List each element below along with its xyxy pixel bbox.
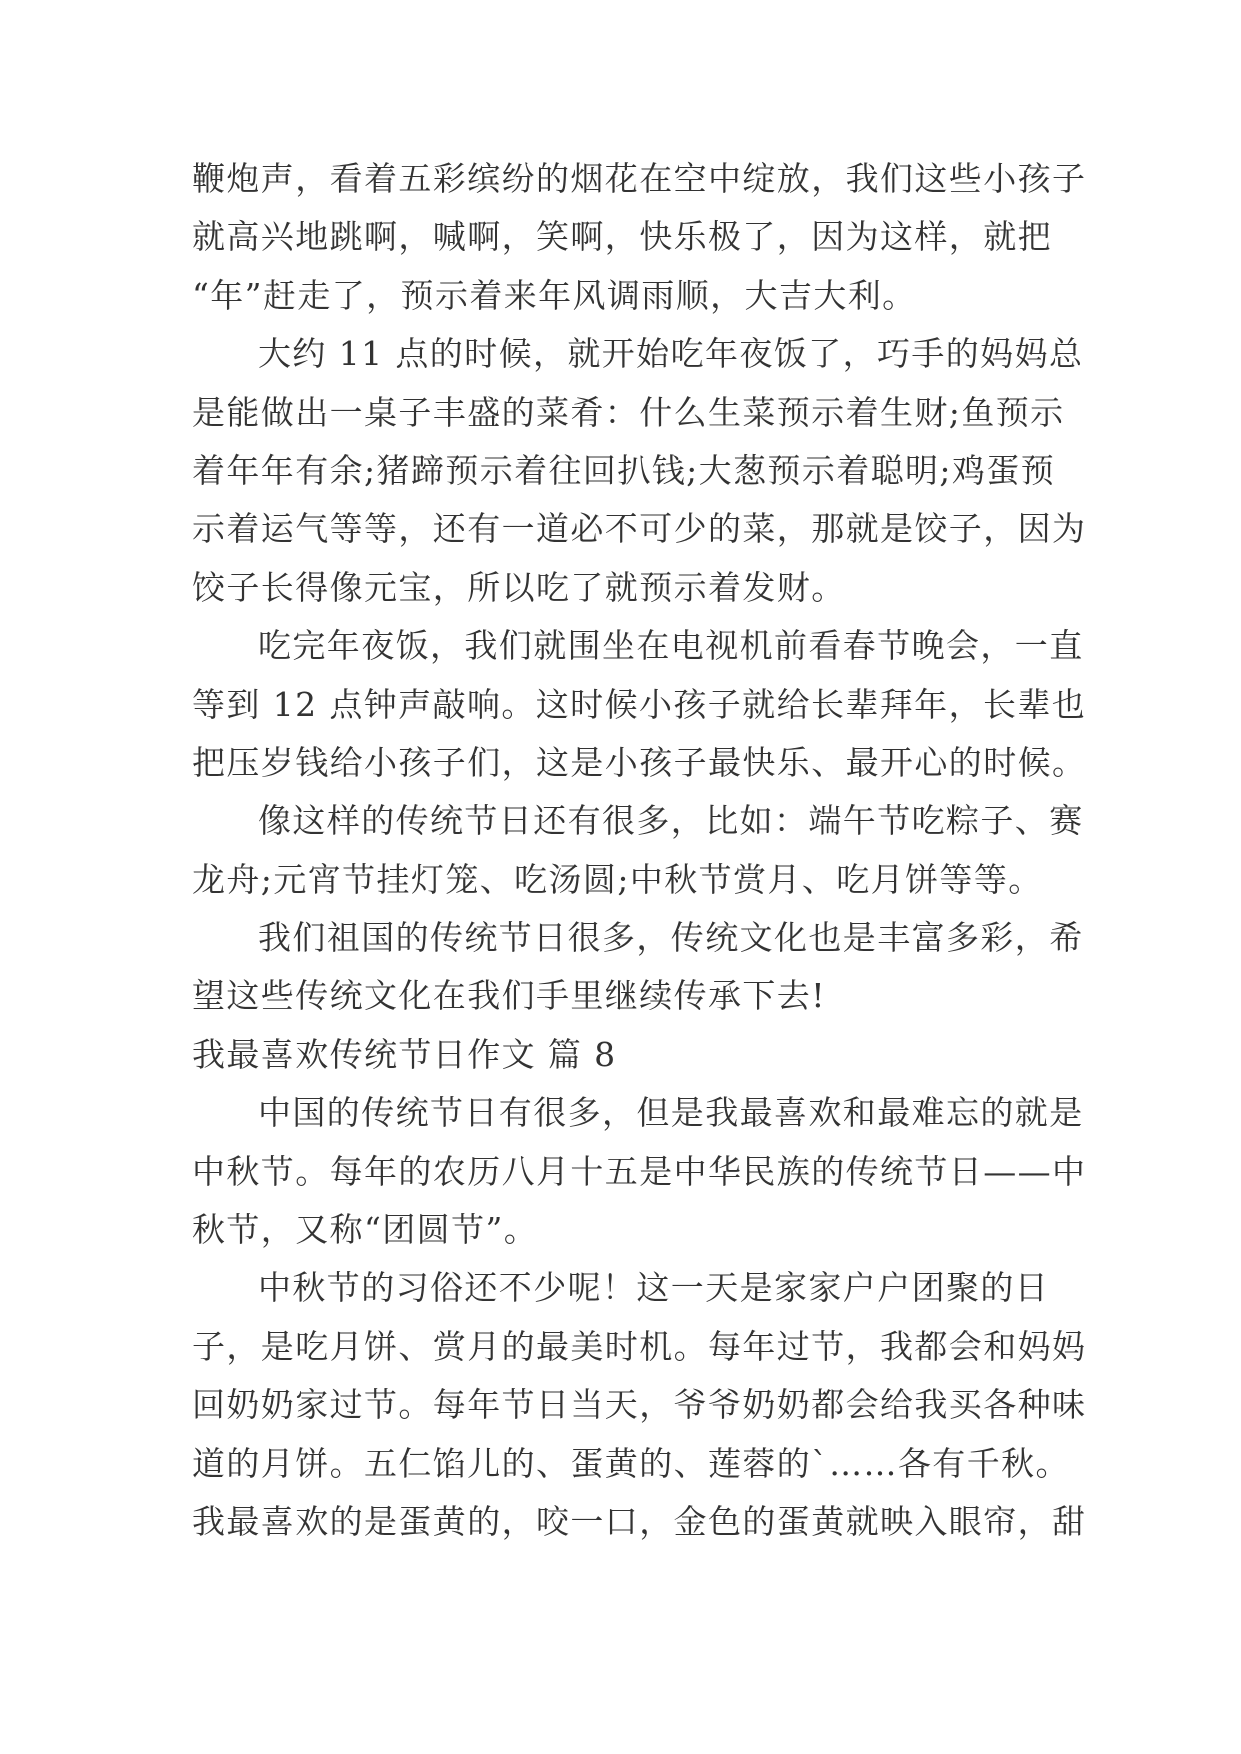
text-line: 中秋节。每年的农历八月十五是中华民族的传统节日——中 <box>192 1151 1087 1191</box>
section-heading: 我最喜欢传统节日作文 篇 8 <box>192 1034 617 1074</box>
paragraph-first-line: 中秋节的习俗还不少呢！这一天是家家户户团聚的日 <box>258 1268 1050 1308</box>
text-line: 等到 12 点钟声敲响。这时候小孩子就给长辈拜年，长辈也 <box>192 684 1087 724</box>
text-line: 把压岁钱给小孩子们，这是小孩子最快乐、最开心的时候。 <box>192 742 1087 782</box>
text-line: 道的月饼。五仁馅儿的、蛋黄的、莲蓉的`……各有千秋。 <box>192 1443 1070 1483</box>
text-line: 示着运气等等，还有一道必不可少的菜，那就是饺子，因为 <box>192 509 1087 549</box>
text-line: 着年年有余;猪蹄预示着往回扒钱;大葱预示着聪明;鸡蛋预 <box>192 450 1056 490</box>
text-line: 我最喜欢的是蛋黄的，咬一口，金色的蛋黄就映入眼帘，甜 <box>192 1501 1087 1541</box>
paragraph-first-line: 大约 11 点的时候，就开始吃年夜饭了，巧手的妈妈总 <box>258 334 1084 374</box>
text-line: 子，是吃月饼、赏月的最美时机。每年过节，我都会和妈妈 <box>192 1326 1087 1366</box>
text-line: 鞭炮声，看着五彩缤纷的烟花在空中绽放，我们这些小孩子 <box>192 159 1087 198</box>
text-line: 秋节，又称“团圆节”。 <box>192 1210 539 1250</box>
text-line: 就高兴地跳啊，喊啊，笑啊，快乐极了，因为这样，就把 <box>192 217 1052 257</box>
text-line: 望这些传统文化在我们手里继续传承下去! <box>192 976 826 1016</box>
paragraph-first-line: 我们祖国的传统节日很多，传统文化也是丰富多彩，希 <box>258 918 1084 958</box>
text-line: 回奶奶家过节。每年节日当天，爷爷奶奶都会给我买各种味 <box>192 1385 1087 1425</box>
text-line: 龙舟;元宵节挂灯笼、吃汤圆;中秋节赏月、吃月饼等等。 <box>192 859 1043 899</box>
paragraph-first-line: 中国的传统节日有很多，但是我最喜欢和最难忘的就是 <box>258 1093 1084 1133</box>
paragraph-first-line: 吃完年夜饭，我们就围坐在电视机前看春节晚会，一直 <box>258 626 1084 666</box>
document-body <box>192 150 1087 1551</box>
text-line: “年”赶走了，预示着来年风调雨顺，大吉大利。 <box>192 275 917 315</box>
paragraph-first-line: 像这样的传统节日还有很多，比如：端午节吃粽子、赛 <box>258 801 1084 841</box>
text-line: 是能做出一桌子丰盛的菜肴：什么生菜预示着生财;鱼预示 <box>192 392 1065 432</box>
text-line: 饺子长得像元宝，所以吃了就预示着发财。 <box>192 567 846 607</box>
